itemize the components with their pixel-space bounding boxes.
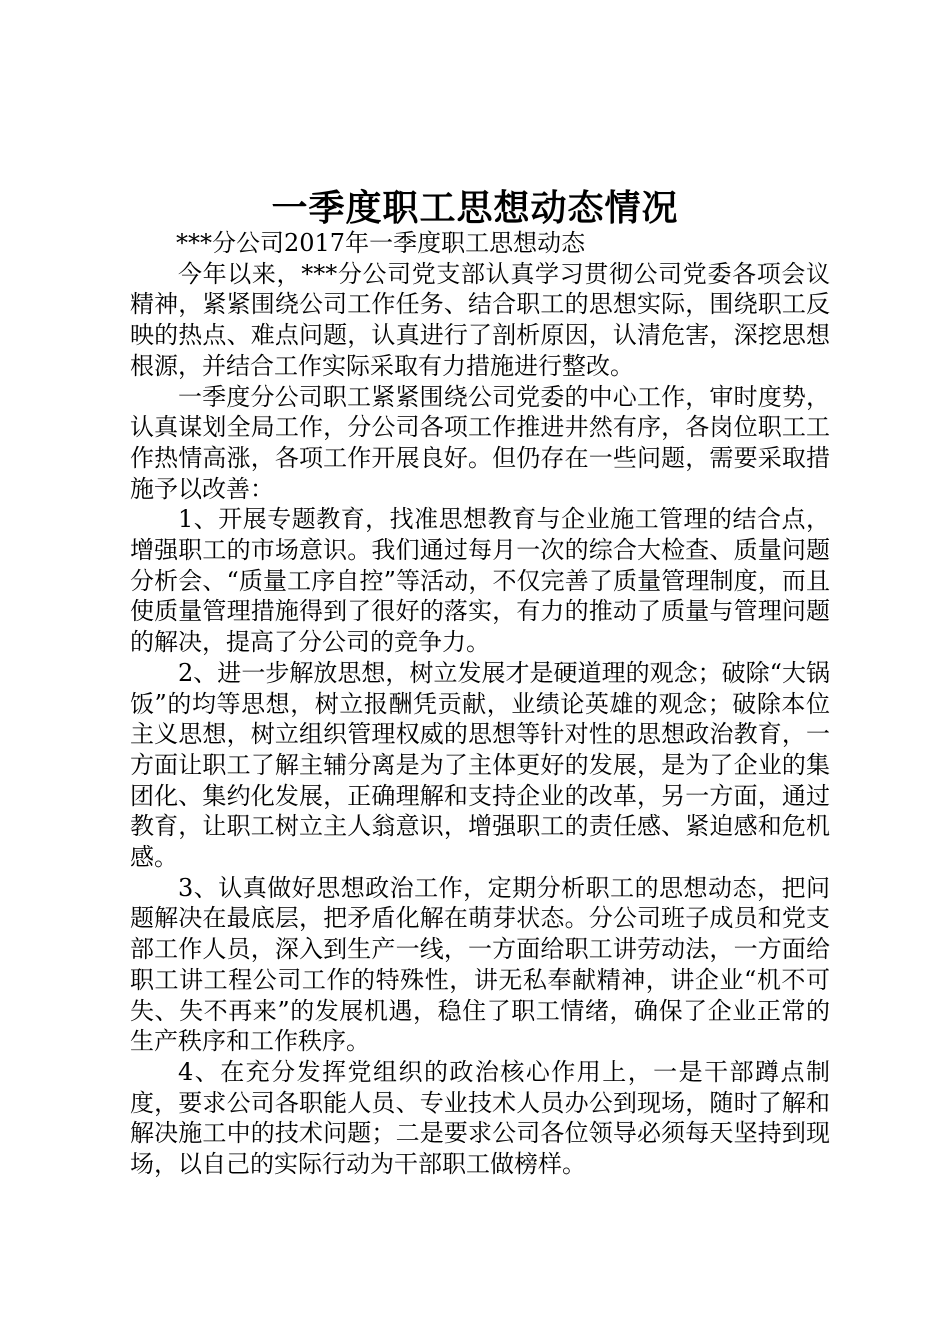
paragraph-item-4: 4、在充分发挥党组织的政治核心作用上，一是干部蹲点制度，要求公司各职能人员、专业技术人员办公到现场，随时了解和解决施工中的技术问题；二是要求公司各位领导必须每天坚持到现场，以自己的实际行动为干部职工做榜样。 — [130, 1057, 830, 1179]
paragraph-item-3: 3、认真做好思想政治工作，定期分析职工的思想动态，把问题解决在最底层，把矛盾化解在萌芽状态。分公司班子成员和党支部工作人员，深入到生产一线，一方面给职工讲劳动法，一方面给职工讲工程公司工作的特殊性，讲无私奉献精神，讲企业“机不可失、失不再来”的发展机遇，稳住了职工情绪，确保了企业正常的生产秩序和工作秩序。 — [130, 873, 830, 1056]
paragraph-item-1: 1、开展专题教育，找准思想教育与企业施工管理的结合点，增强职工的市场意识。我们通过每月一次的综合大检查、质量问题分析会、“质量工序自控”等活动，不仅完善了质量管理制度，而且使质量管理措施得到了很好的落实，有力的推动了质量与管理问题的解决，提高了分公司的竞争力。 — [130, 505, 830, 657]
paragraph-overview: 一季度分公司职工紧紧围绕公司党委的中心工作，审时度势，认真谋划全局工作，分公司各项工作推进井然有序，各岗位职工工作热情高涨，各项工作开展良好。但仍存在一些问题，需要采取措施予以改善： — [130, 382, 830, 503]
paragraph-intro: 今年以来，***分公司党支部认真学习贯彻公司党委各项会议精神，紧紧围绕公司工作任务、结合职工的思想实际，围绕职工反映的热点、难点问题，认真进行了剖析原因，认清危害，深挖思想根源，并结合工作实际采取有力措施进行整改。 — [130, 259, 830, 380]
document-body — [130, 228, 830, 1180]
document-subtitle: ***分公司2017年一季度职工思想动态 — [176, 229, 586, 257]
paragraph-item-2: 2、进一步解放思想，树立发展才是硬道理的观念；破除“大锅饭”的均等思想，树立报酬凭贡献，业绩论英雄的观念；破除本位主义思想，树立组织管理权威的思想等针对性的思想政治教育，一方面让职工了解主辅分离是为了主体更好的发展，是为了企业的集团化、集约化发展，正确理解和支持企业的改革，另一方面，通过教育，让职工树立主人翁意识，增强职工的责任感、紧迫感和危机感。 — [130, 658, 830, 872]
document-title: 一季度职工思想动态情况 — [271, 187, 679, 229]
